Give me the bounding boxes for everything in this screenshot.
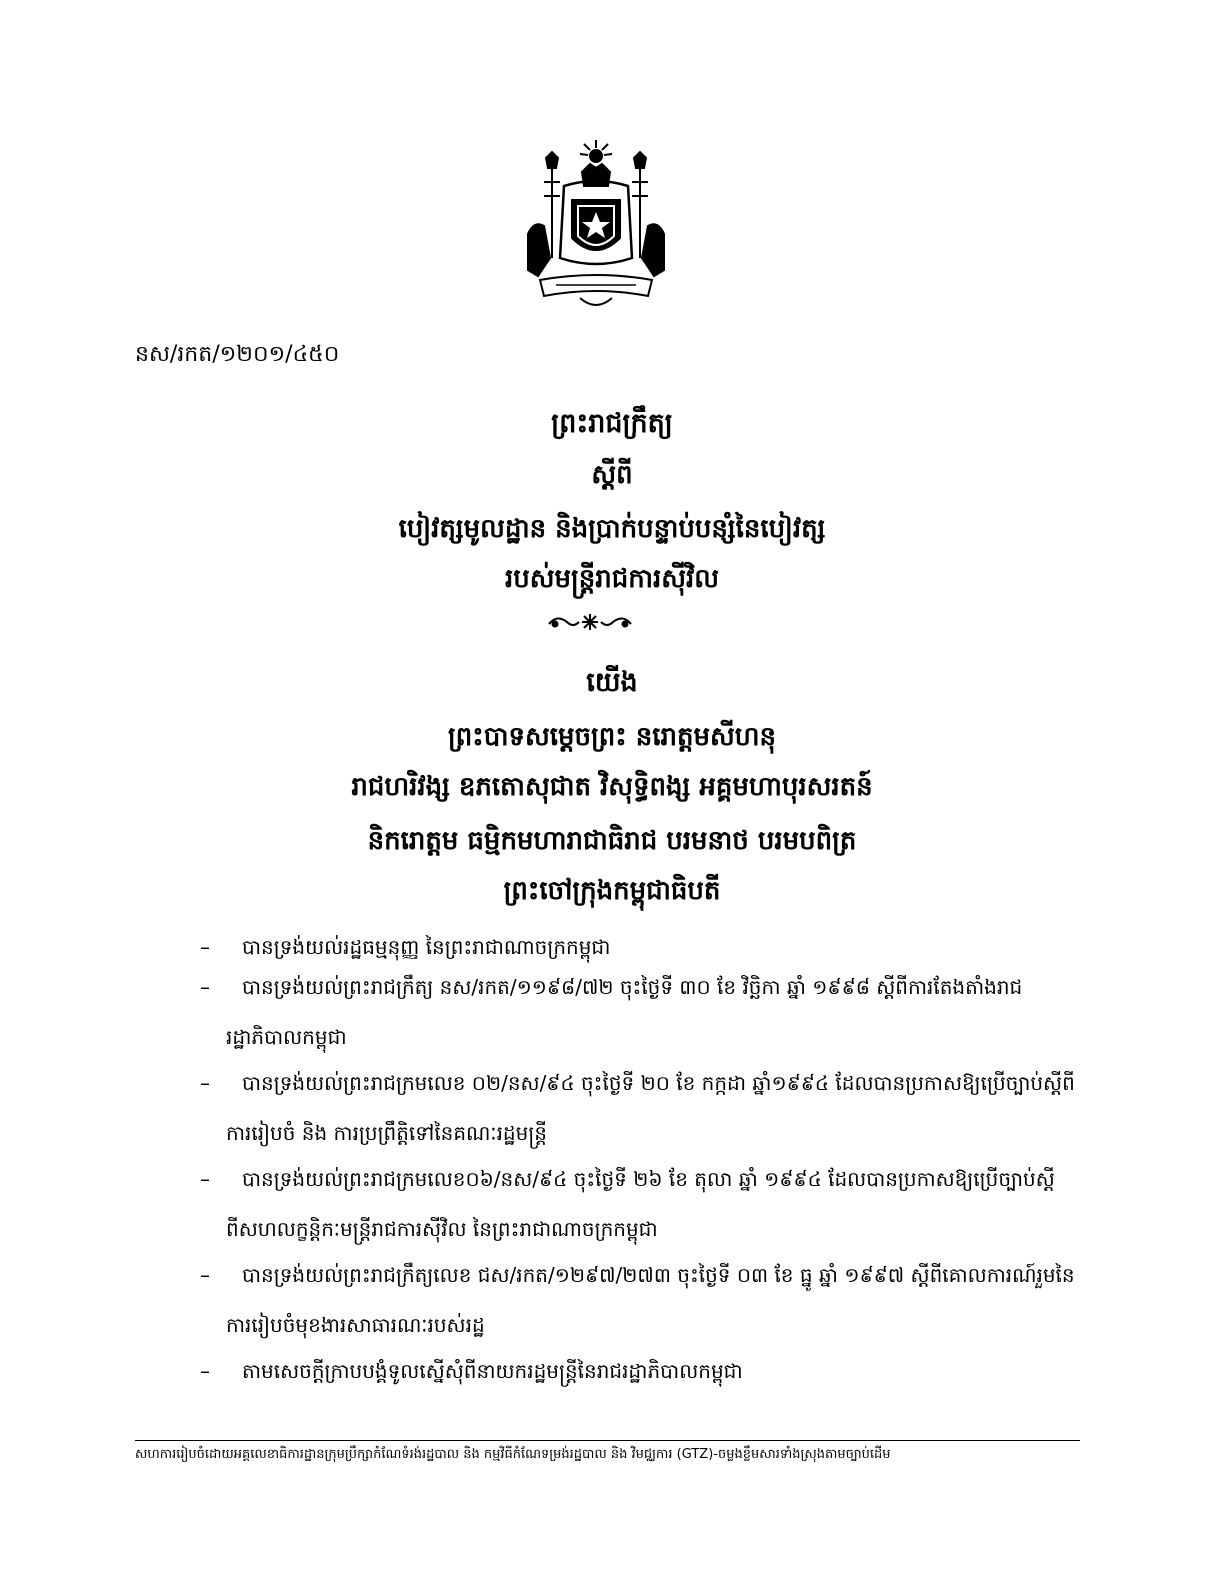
list-item-continuation: ពីសហលក្ខន្តិកៈមន្ត្រីរាជការស៊ីវិល នៃព្រះរាជាណាចក្រកម្ពុជា: [226, 1217, 658, 1241]
list-item-continuation: ការរៀបចំ និង ការប្រព្រឹត្តិទៅនៃគណៈរដ្ឋមន្ត្រី: [226, 1121, 547, 1145]
list-dash: –: [200, 1263, 210, 1287]
reference-number: នស/រកត/១២០១/៤៥០: [135, 342, 340, 367]
list-item-text: បានទ្រង់យល់ព្រះរាជក្រមលេខ ០២/នស/៩៤ ចុះថ្ងៃទី ២០ ខែ កក្កដា ឆ្នាំ១៩៩៤ ដែលបានប្រកាសឱ្យប្រើច្បាប់ស្តីពី: [242, 1071, 1075, 1095]
decree-title: ព្រះរាជក្រឹត្យ: [551, 408, 673, 439]
decree-subject-line1: បៀវត្សមូលដ្ឋាន និងប្រាក់បន្ទាប់បន្សំនៃបៀវត្ស: [398, 514, 826, 544]
list-item-text: បានទ្រង់យល់ព្រះរាជក្រឹត្យ នស/រកត/១១៩៨/៧២ ចុះថ្ងៃទី ៣០ ខែ វិច្ឆិកា ឆ្នាំ ១៩៩៨ ស្តីពីការតែងតាំងរាជ: [242, 975, 1023, 999]
decree-subject-line2: របស់មន្ត្រីរាជការស៊ីវិល: [504, 564, 720, 594]
king-title-line2: រាជហរិវង្ស ឧភតោសុជាត វិសុទ្ធិពង្ស អគ្គមហាបុរសរតន៍: [351, 772, 873, 802]
list-item: [200, 1154, 1085, 1254]
list-item: [200, 962, 1085, 1062]
royal-coat-of-arms-icon: [520, 138, 672, 314]
list-item: [200, 1250, 1085, 1350]
list-item: [200, 1058, 1085, 1158]
king-title-line1: ព្រះបាទសម្តេចព្រះ នរោត្តមសីហនុ: [448, 722, 776, 752]
list-item-text: បានទ្រង់យល់ព្រះរាជក្រឹត្យលេខ ជស/រកត/១២៩៧/២៧៣ ចុះថ្ងៃទី ០៣ ខែ ធ្នូ ឆ្នាំ ១៩៩៧ ស្តីពីគោលការណ៍រួមនៃ: [242, 1263, 1075, 1287]
list-item-text: បានទ្រង់យល់ព្រះរាជក្រមលេខ០៦/នស/៩៤ ចុះថ្ងៃទី ២៦ ខែ តុលា ឆ្នាំ ១៩៩៤ ដែលបានប្រកាសឱ្យប្រើច្បាប់ស្តី: [242, 1167, 1055, 1191]
list-item-text: បានទ្រង់យល់រដ្ឋធម្មនុញ្ញ នៃព្រះរាជាណាចក្រកម្ពុជា: [242, 935, 611, 959]
list-dash: –: [200, 935, 210, 959]
king-title-line3: និករោត្តម ធម្មិកមហារាជាធិរាជ បរមនាថ បរមបពិត្រ: [367, 826, 857, 856]
decorative-divider-icon: [545, 610, 635, 634]
list-item-text: តាមសេចក្តីក្រាបបង្គំទូលស្នើសុំពីនាយករដ្ឋមន្ត្រីនៃរាជរដ្ឋាភិបាលកម្ពុជា: [242, 1359, 743, 1383]
king-title-line4: ព្រះចៅក្រុងកម្ពុជាធិបតី: [503, 876, 721, 906]
decree-about-label: ស្តីពី: [591, 460, 633, 490]
footer-note: សហការរៀបចំដោយអគ្គលេខាធិការដ្ឋានក្រុមប្រឹក្សាកំណែទំរង់រដ្ឋបាល និង កម្មវិធីកំណែទម្រង់រដ្ឋបាល និង វិមជ្ឈការ (GTZ)-ចម្លងខ្លឹមសារទាំងស្រុងតាមច្បាប់ដើម: [135, 1447, 891, 1462]
footer-divider: [135, 1440, 1080, 1441]
list-item: [200, 1346, 1085, 1396]
we-label: យើង: [586, 667, 638, 698]
list-item-continuation: ការរៀបចំមុខងារសាធារណៈរបស់រដ្ឋ: [226, 1313, 485, 1337]
list-dash: –: [200, 1071, 210, 1095]
list-item-continuation: រដ្ឋាភិបាលកម្ពុជា: [226, 1025, 347, 1049]
list-dash: –: [200, 1359, 210, 1383]
list-dash: –: [200, 975, 210, 999]
list-dash: –: [200, 1167, 210, 1191]
